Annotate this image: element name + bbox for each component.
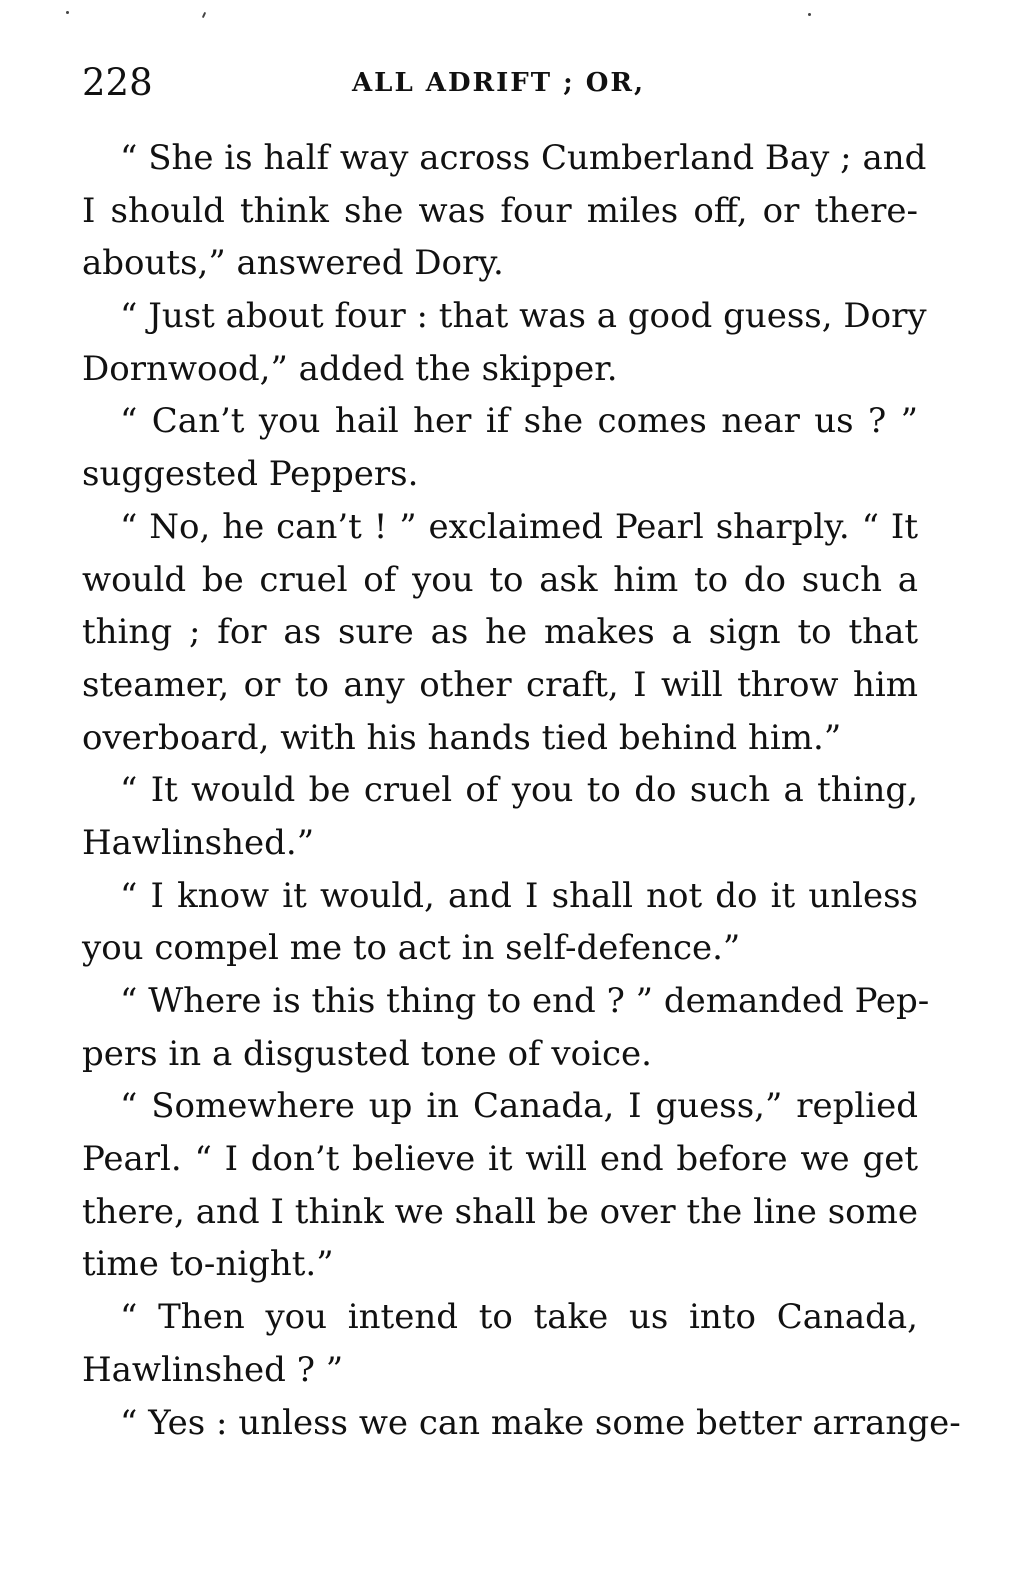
text-line: “ Where is this thing to end ? ” demanded Pep- bbox=[120, 981, 930, 1021]
print-speck bbox=[202, 12, 206, 18]
text-line: you compel me to act in self-defence.” bbox=[82, 928, 741, 969]
text-line: would be cruel of you to ask him to do such a bbox=[82, 559, 918, 600]
text-line: steamer, or to any other craft, I will throw him bbox=[82, 664, 918, 705]
text-line: “ Just about four : that was a good guess, Dory bbox=[120, 296, 927, 337]
text-line: “ She is half way across Cumberland Bay ; and bbox=[120, 138, 927, 178]
text-line: “ No, he can’t ! ” exclaimed Pearl sharply. “ It bbox=[120, 506, 918, 547]
text-line: Hawlinshed.” bbox=[82, 822, 315, 863]
text-line: overboard, with his hands tied behind him.” bbox=[82, 717, 842, 758]
text-line: “ Yes : unless we can make some better arrange- bbox=[120, 1402, 961, 1443]
text-line: “ Can’t you hail her if she comes near us ? ” bbox=[120, 401, 918, 442]
text-line: “ I know it would, and I shall not do it unless bbox=[120, 875, 918, 916]
text-line: suggested Peppers. bbox=[82, 454, 419, 495]
text-line: abouts,” answered Dory. bbox=[82, 243, 504, 284]
text-line: “ Somewhere up in Canada, I guess,” replied bbox=[120, 1086, 918, 1127]
text-line: Dornwood,” added the skipper. bbox=[82, 348, 618, 389]
running-title: ALL ADRIFT ; OR, bbox=[352, 68, 646, 98]
body-text bbox=[82, 132, 961, 1449]
running-head bbox=[82, 58, 918, 108]
text-line: time to-night.” bbox=[82, 1244, 334, 1285]
text-line: there, and I think we shall be over the line some bbox=[82, 1191, 918, 1232]
text-line: “ Then you intend to take us into Canada, bbox=[120, 1297, 918, 1338]
print-speck bbox=[808, 13, 811, 16]
text-line: Hawlinshed ? ” bbox=[82, 1349, 344, 1390]
text-line: thing ; for as sure as he makes a sign to that bbox=[82, 612, 918, 653]
text-line: “ It would be cruel of you to do such a thing, bbox=[120, 770, 918, 811]
text-line: I should think she was four miles off, or there- bbox=[82, 190, 918, 231]
page-number: 228 bbox=[82, 61, 153, 104]
text-line: pers in a disgusted tone of voice. bbox=[82, 1033, 652, 1074]
print-speck bbox=[66, 11, 69, 14]
text-line: Pearl. “ I don’t believe it will end before we get bbox=[82, 1139, 918, 1180]
